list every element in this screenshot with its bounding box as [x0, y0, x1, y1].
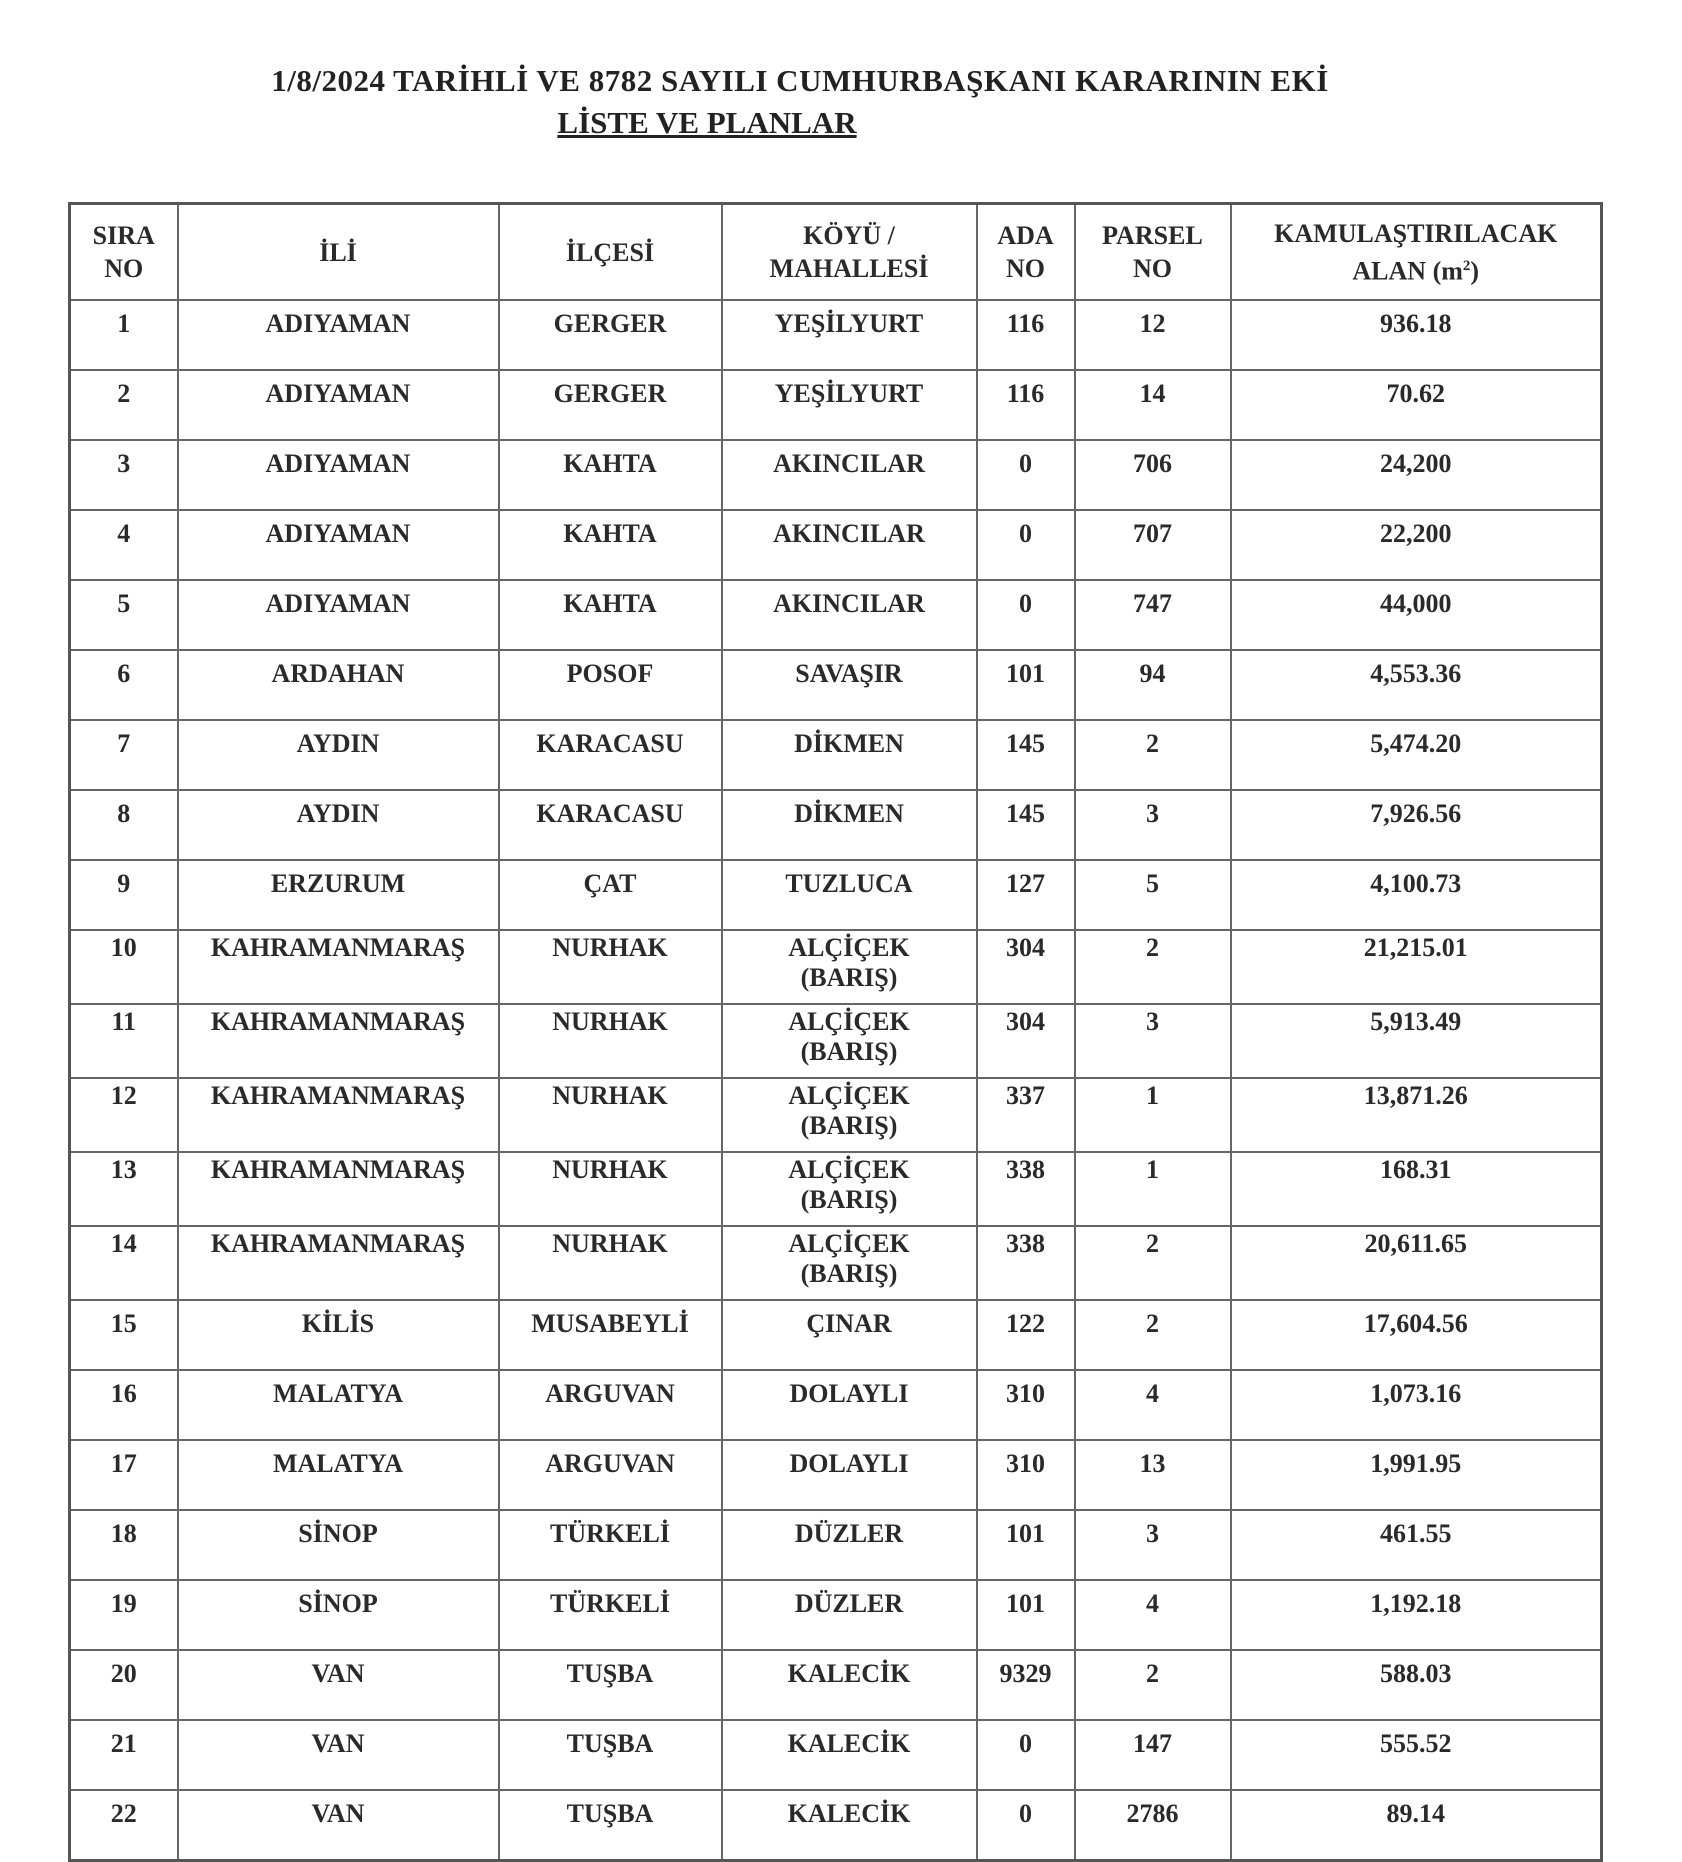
table-row [70, 790, 1602, 860]
table-row [70, 1440, 1602, 1510]
cell-alan: 20,611.65 [1231, 1226, 1602, 1300]
document-title: 1/8/2024 TARİHLİ VE 8782 SAYILI CUMHURBAŞKANI KARARININ EKİ [271, 63, 1329, 98]
cell-ili: AYDIN [178, 790, 499, 860]
cell-alan: 13,871.26 [1231, 1078, 1602, 1152]
cell-parsel-no: 13 [1075, 1440, 1231, 1510]
cell-ada-no: 145 [977, 790, 1075, 860]
cell-koyu: ALÇİÇEK (BARIŞ) [722, 1226, 977, 1300]
cell-alan: 89.14 [1231, 1790, 1602, 1861]
cell-sira-no: 17 [70, 1440, 178, 1510]
cell-ilcesi: TUŞBA [499, 1650, 722, 1720]
cell-sira-no: 2 [70, 370, 178, 440]
cell-koyu: KALECİK [722, 1650, 977, 1720]
cell-parsel-no: 2786 [1075, 1790, 1231, 1861]
cell-sira-no: 8 [70, 790, 178, 860]
cell-alan: 7,926.56 [1231, 790, 1602, 860]
cell-ili: KAHRAMANMARAŞ [178, 1078, 499, 1152]
cell-alan: 1,991.95 [1231, 1440, 1602, 1510]
cell-ili: ADIYAMAN [178, 440, 499, 510]
cell-alan: 936.18 [1231, 300, 1602, 370]
cell-parsel-no: 3 [1075, 1004, 1231, 1078]
cell-parsel-no: 2 [1075, 1650, 1231, 1720]
cell-alan: 5,913.49 [1231, 1004, 1602, 1078]
cell-ilcesi: NURHAK [499, 1078, 722, 1152]
cell-alan: 1,192.18 [1231, 1580, 1602, 1650]
cell-ili: KİLİS [178, 1300, 499, 1370]
cell-sira-no: 13 [70, 1152, 178, 1226]
cell-ilcesi: KARACASU [499, 790, 722, 860]
cell-alan: 22,200 [1231, 510, 1602, 580]
cell-parsel-no: 94 [1075, 650, 1231, 720]
cell-sira-no: 18 [70, 1510, 178, 1580]
cell-ilcesi: TÜRKELİ [499, 1510, 722, 1580]
cell-parsel-no: 147 [1075, 1720, 1231, 1790]
header-ada-no: ADA NO [977, 204, 1075, 301]
document-header [0, 62, 1600, 142]
cell-koyu: ÇINAR [722, 1300, 977, 1370]
cell-koyu: TUZLUCA [722, 860, 977, 930]
table-row [70, 1300, 1602, 1370]
cell-ilcesi: KAHTA [499, 580, 722, 650]
cell-ili: SİNOP [178, 1580, 499, 1650]
cell-ili: VAN [178, 1650, 499, 1720]
table-row [70, 1226, 1602, 1300]
cell-ada-no: 0 [977, 510, 1075, 580]
cell-ada-no: 304 [977, 1004, 1075, 1078]
cell-ilcesi: KAHTA [499, 510, 722, 580]
cell-koyu: KALECİK [722, 1790, 977, 1861]
cell-ada-no: 310 [977, 1370, 1075, 1440]
cell-sira-no: 15 [70, 1300, 178, 1370]
cell-koyu: ALÇİÇEK (BARIŞ) [722, 1004, 977, 1078]
cell-alan: 4,553.36 [1231, 650, 1602, 720]
cell-ili: ADIYAMAN [178, 370, 499, 440]
table-row [70, 1370, 1602, 1440]
cell-koyu: DÜZLER [722, 1580, 977, 1650]
cell-ada-no: 338 [977, 1152, 1075, 1226]
cell-ada-no: 127 [977, 860, 1075, 930]
header-koyu-mahallesi: KÖYÜ / MAHALLESİ [722, 204, 977, 301]
cell-koyu: KALECİK [722, 1720, 977, 1790]
cell-sira-no: 20 [70, 1650, 178, 1720]
cell-sira-no: 5 [70, 580, 178, 650]
cell-parsel-no: 3 [1075, 1510, 1231, 1580]
cell-sira-no: 12 [70, 1078, 178, 1152]
cell-koyu: ALÇİÇEK (BARIŞ) [722, 930, 977, 1004]
header-kamulastirilacak-alan: KAMULAŞTIRILACAK ALAN $(m^2)$ [1231, 204, 1602, 301]
cell-ilcesi: MUSABEYLİ [499, 1300, 722, 1370]
table-row [70, 930, 1602, 1004]
cell-parsel-no: 3 [1075, 790, 1231, 860]
cell-alan: 44,000 [1231, 580, 1602, 650]
cell-sira-no: 6 [70, 650, 178, 720]
table-row [70, 1152, 1602, 1226]
cell-sira-no: 4 [70, 510, 178, 580]
table-row [70, 1004, 1602, 1078]
cell-parsel-no: 14 [1075, 370, 1231, 440]
table-row [70, 510, 1602, 580]
cell-koyu: DİKMEN [722, 790, 977, 860]
cell-sira-no: 7 [70, 720, 178, 790]
cell-parsel-no: 1 [1075, 1152, 1231, 1226]
cell-parsel-no: 1 [1075, 1078, 1231, 1152]
cell-ilcesi: TUŞBA [499, 1790, 722, 1861]
table-header-row [70, 204, 1602, 301]
cell-ilcesi: TUŞBA [499, 1720, 722, 1790]
cell-koyu: AKINCILAR [722, 510, 977, 580]
cell-ada-no: 338 [977, 1226, 1075, 1300]
table-row [70, 1580, 1602, 1650]
table-row [70, 1078, 1602, 1152]
cell-alan: 1,073.16 [1231, 1370, 1602, 1440]
cell-ili: KAHRAMANMARAŞ [178, 1004, 499, 1078]
cell-ada-no: 116 [977, 370, 1075, 440]
cell-ili: KAHRAMANMARAŞ [178, 1226, 499, 1300]
cell-sira-no: 11 [70, 1004, 178, 1078]
cell-ili: ADIYAMAN [178, 510, 499, 580]
cell-alan: 588.03 [1231, 1650, 1602, 1720]
table-body [70, 300, 1602, 1861]
table-row [70, 650, 1602, 720]
cell-ilcesi: KAHTA [499, 440, 722, 510]
cell-ili: AYDIN [178, 720, 499, 790]
cell-ili: MALATYA [178, 1370, 499, 1440]
cell-ilcesi: NURHAK [499, 1226, 722, 1300]
cell-ili: VAN [178, 1790, 499, 1861]
cell-alan: 21,215.01 [1231, 930, 1602, 1004]
cell-parsel-no: 706 [1075, 440, 1231, 510]
cell-parsel-no: 2 [1075, 1226, 1231, 1300]
cell-ili: KAHRAMANMARAŞ [178, 930, 499, 1004]
cell-koyu: DÜZLER [722, 1510, 977, 1580]
cell-koyu: ALÇİÇEK (BARIŞ) [722, 1078, 977, 1152]
cell-alan: 70.62 [1231, 370, 1602, 440]
table-row [70, 1650, 1602, 1720]
cell-parsel-no: 4 [1075, 1370, 1231, 1440]
cell-ada-no: 337 [977, 1078, 1075, 1152]
cell-ada-no: 0 [977, 580, 1075, 650]
cell-ada-no: 116 [977, 300, 1075, 370]
cell-koyu: AKINCILAR [722, 440, 977, 510]
cell-ili: ADIYAMAN [178, 580, 499, 650]
cell-ilcesi: ARGUVAN [499, 1440, 722, 1510]
cell-alan: 555.52 [1231, 1720, 1602, 1790]
document-subtitle: LİSTE VE PLANLAR [557, 105, 857, 140]
cell-ilcesi: NURHAK [499, 1152, 722, 1226]
cell-koyu: YEŞİLYURT [722, 370, 977, 440]
cell-ada-no: 0 [977, 1720, 1075, 1790]
cell-ilcesi: KARACASU [499, 720, 722, 790]
cell-ili: KAHRAMANMARAŞ [178, 1152, 499, 1226]
cell-ilcesi: GERGER [499, 370, 722, 440]
table-row [70, 440, 1602, 510]
cell-sira-no: 22 [70, 1790, 178, 1861]
cell-ili: ADIYAMAN [178, 300, 499, 370]
cell-ilcesi: POSOF [499, 650, 722, 720]
cell-parsel-no: 5 [1075, 860, 1231, 930]
cell-ada-no: 9329 [977, 1650, 1075, 1720]
expropriation-table [68, 202, 1603, 1862]
cell-sira-no: 21 [70, 1720, 178, 1790]
cell-ada-no: 101 [977, 1510, 1075, 1580]
cell-parsel-no: 2 [1075, 720, 1231, 790]
cell-ada-no: 0 [977, 1790, 1075, 1861]
cell-ilcesi: GERGER [499, 300, 722, 370]
cell-sira-no: 3 [70, 440, 178, 510]
cell-ilcesi: ARGUVAN [499, 1370, 722, 1440]
cell-alan: 461.55 [1231, 1510, 1602, 1580]
cell-sira-no: 9 [70, 860, 178, 930]
table-row [70, 300, 1602, 370]
cell-alan: 17,604.56 [1231, 1300, 1602, 1370]
table-row [70, 720, 1602, 790]
cell-parsel-no: 4 [1075, 1580, 1231, 1650]
cell-alan: 5,474.20 [1231, 720, 1602, 790]
cell-parsel-no: 12 [1075, 300, 1231, 370]
cell-sira-no: 16 [70, 1370, 178, 1440]
header-ilcesi: İLÇESİ [499, 204, 722, 301]
cell-ada-no: 101 [977, 1580, 1075, 1650]
cell-alan: 4,100.73 [1231, 860, 1602, 930]
cell-parsel-no: 2 [1075, 1300, 1231, 1370]
cell-koyu: YEŞİLYURT [722, 300, 977, 370]
header-parsel-no: PARSEL NO [1075, 204, 1231, 301]
header-ili: İLİ [178, 204, 499, 301]
cell-alan: 168.31 [1231, 1152, 1602, 1226]
cell-ada-no: 0 [977, 440, 1075, 510]
table-row [70, 370, 1602, 440]
header-sira-no: SIRA NO [70, 204, 178, 301]
cell-koyu: DİKMEN [722, 720, 977, 790]
cell-koyu: DOLAYLI [722, 1370, 977, 1440]
cell-koyu: AKINCILAR [722, 580, 977, 650]
cell-ili: MALATYA [178, 1440, 499, 1510]
cell-ada-no: 101 [977, 650, 1075, 720]
table-row [70, 1790, 1602, 1861]
cell-parsel-no: 707 [1075, 510, 1231, 580]
cell-sira-no: 14 [70, 1226, 178, 1300]
cell-sira-no: 19 [70, 1580, 178, 1650]
cell-ili: ARDAHAN [178, 650, 499, 720]
cell-ili: SİNOP [178, 1510, 499, 1580]
cell-ilcesi: ÇAT [499, 860, 722, 930]
cell-ili: ERZURUM [178, 860, 499, 930]
cell-sira-no: 10 [70, 930, 178, 1004]
table-row [70, 1510, 1602, 1580]
cell-koyu: DOLAYLI [722, 1440, 977, 1510]
cell-alan: 24,200 [1231, 440, 1602, 510]
cell-ada-no: 310 [977, 1440, 1075, 1510]
cell-ada-no: 304 [977, 930, 1075, 1004]
cell-ilcesi: TÜRKELİ [499, 1580, 722, 1650]
cell-parsel-no: 747 [1075, 580, 1231, 650]
cell-koyu: SAVAŞIR [722, 650, 977, 720]
cell-ilcesi: NURHAK [499, 930, 722, 1004]
table-row [70, 1720, 1602, 1790]
cell-sira-no: 1 [70, 300, 178, 370]
cell-ada-no: 145 [977, 720, 1075, 790]
table-row [70, 580, 1602, 650]
cell-ilcesi: NURHAK [499, 1004, 722, 1078]
cell-parsel-no: 2 [1075, 930, 1231, 1004]
cell-ada-no: 122 [977, 1300, 1075, 1370]
cell-ili: VAN [178, 1720, 499, 1790]
cell-koyu: ALÇİÇEK (BARIŞ) [722, 1152, 977, 1226]
table-row [70, 860, 1602, 930]
